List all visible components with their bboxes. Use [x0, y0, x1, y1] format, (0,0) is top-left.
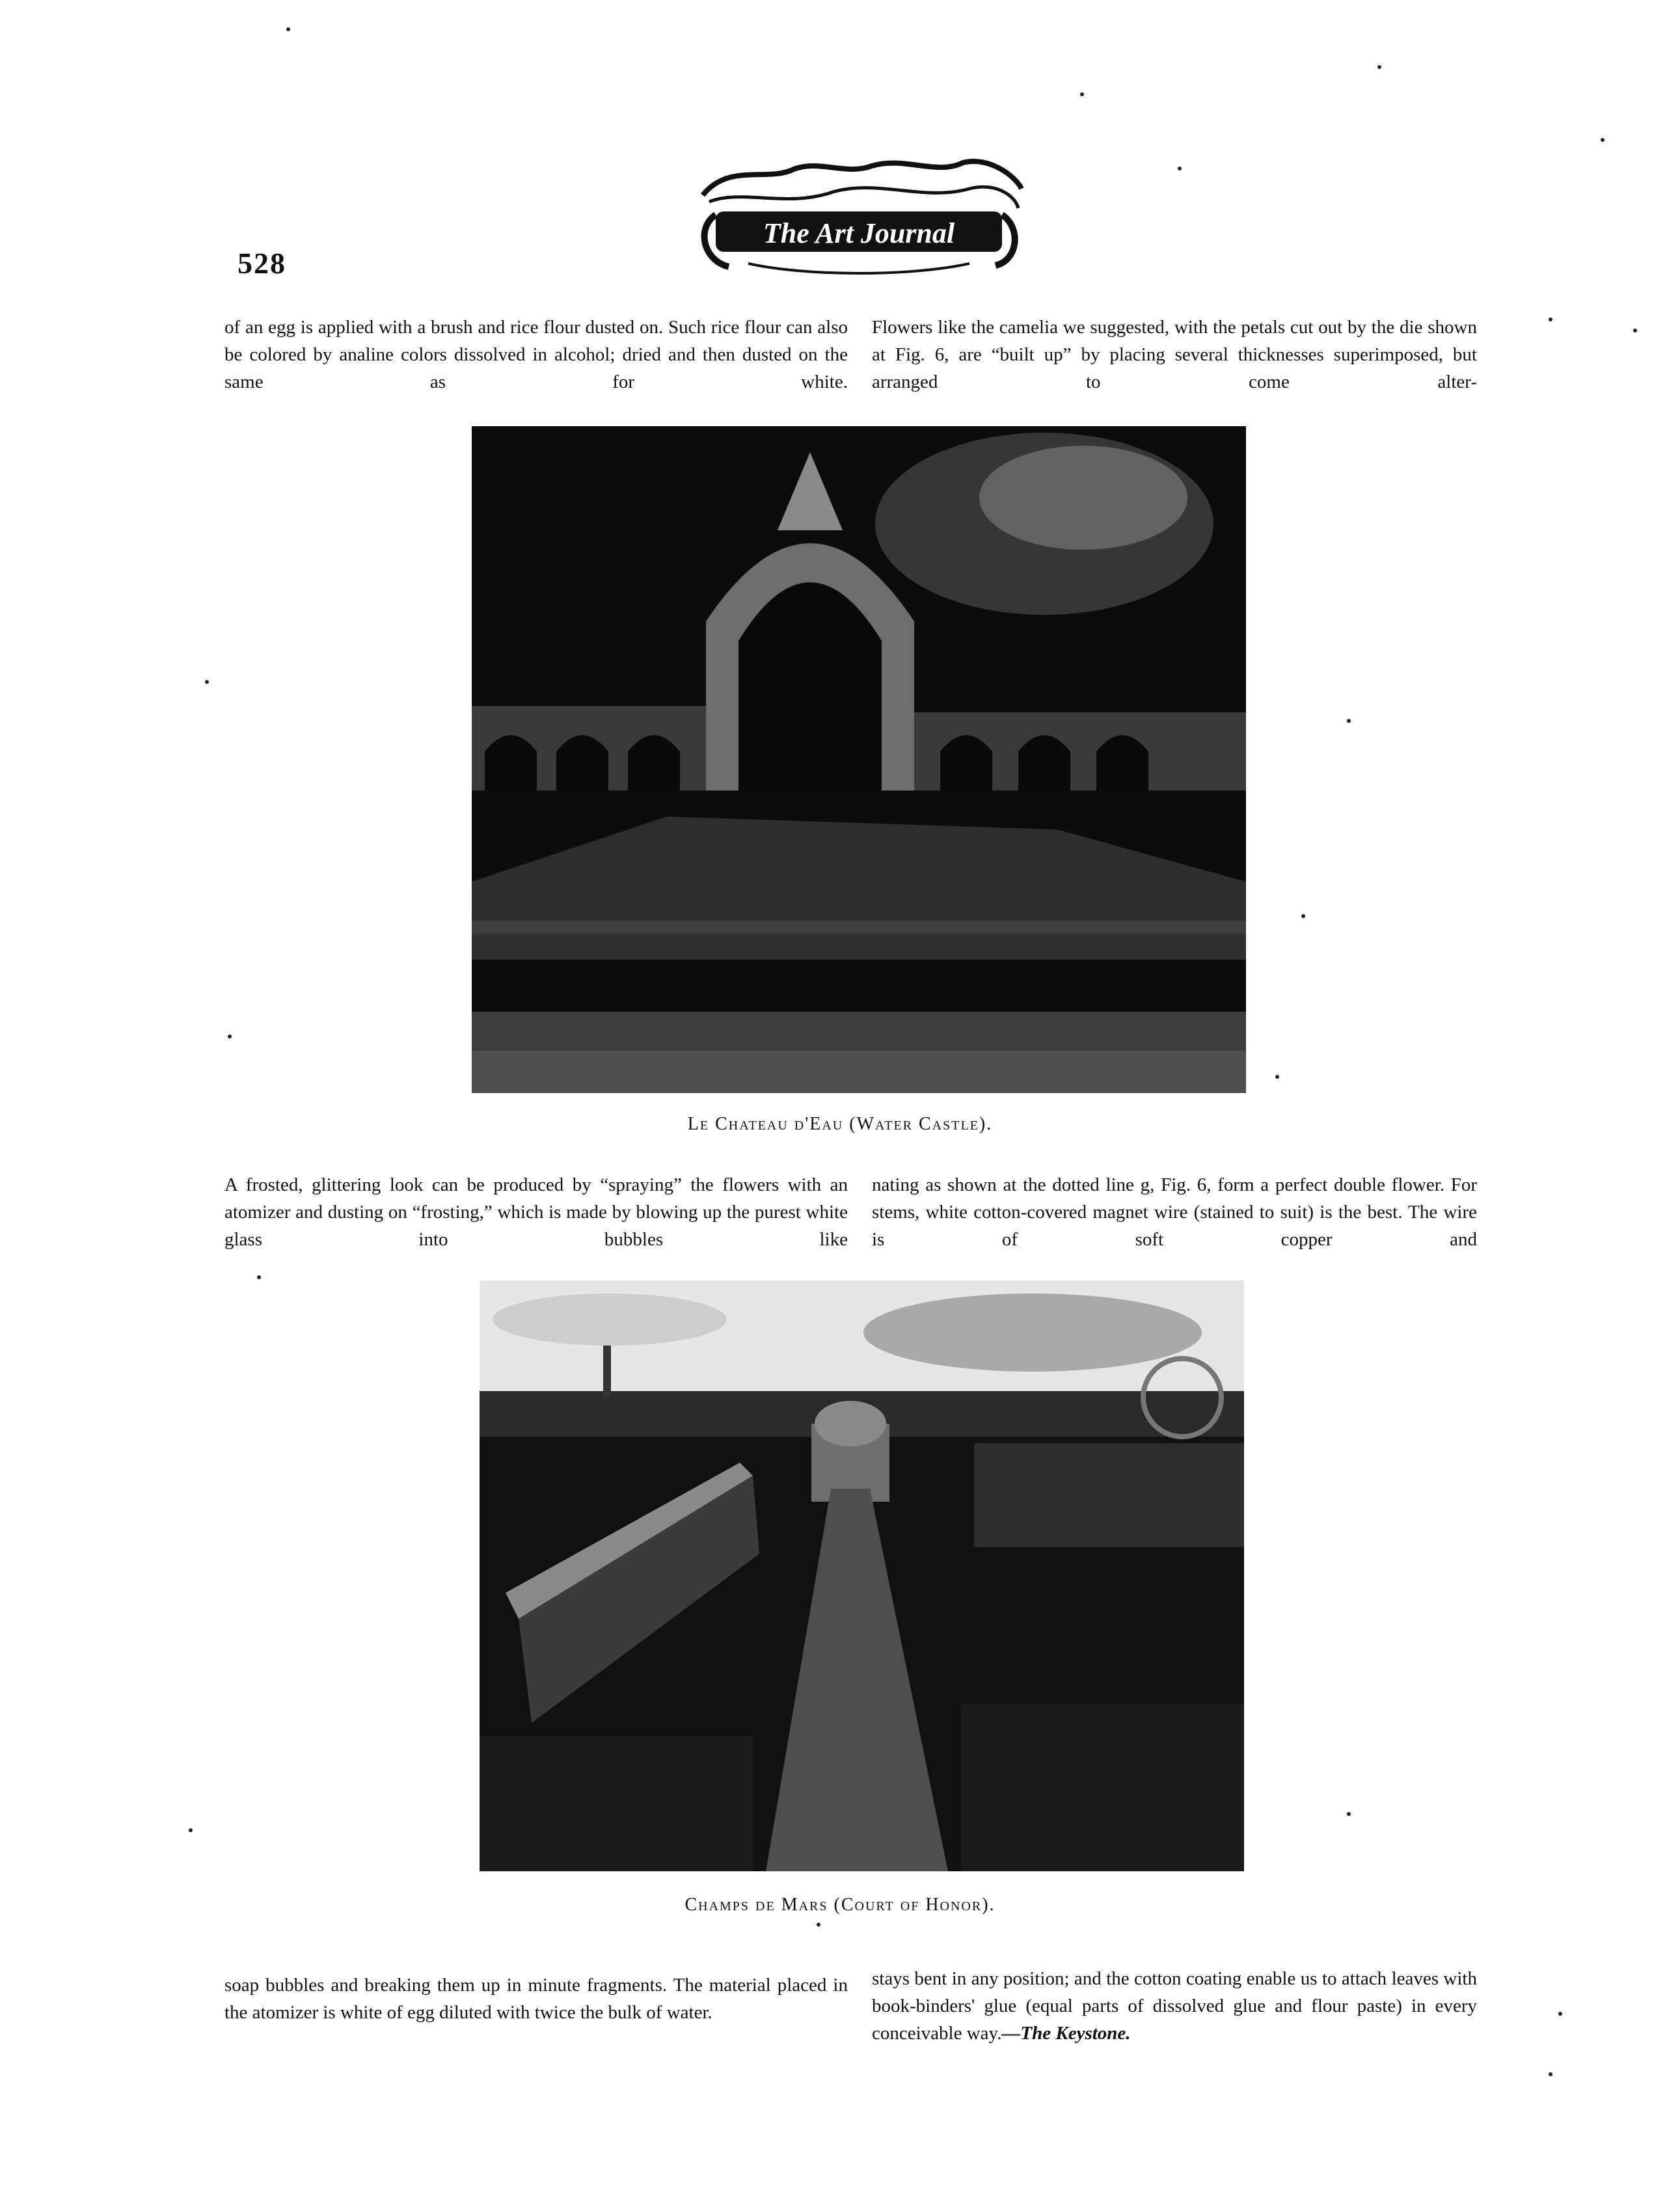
photo-champs-de-mars — [480, 1280, 1244, 1871]
scan-speck — [228, 1035, 232, 1038]
page-number: 528 — [237, 247, 286, 280]
column-bottom-left: soap bubbles and breaking them up in minute fragments. The material placed in the atomizer is white of egg diluted with twice the bulk of water. — [224, 1975, 848, 2023]
source-credit: —The Keystone. — [1001, 2023, 1131, 2044]
scan-speck — [257, 1275, 261, 1279]
scan-speck — [1301, 914, 1305, 918]
scan-speck — [189, 1828, 193, 1832]
scan-speck — [1601, 138, 1605, 142]
scan-speck — [1347, 1812, 1351, 1816]
scan-speck — [1633, 329, 1637, 332]
scan-speck — [1549, 318, 1552, 321]
scan-speck — [1377, 65, 1381, 69]
scan-speck — [205, 680, 209, 684]
scan-speck — [1549, 2072, 1552, 2076]
column-bottom-right — [872, 1965, 1477, 2047]
column-top-right: Flowers like the camelia we suggested, with the petals cut out by the die shown at Fig. 6, are “built up” by placing several thicknesses superimposed, but arranged to come alter- — [872, 317, 1477, 392]
column-middle-right: nating as shown at the dotted line g, Fig. 6, form a perfect double flower. For stems, white cotton-covered magnet wire (stained to suit) is the best. The wire is of soft copper and — [872, 1174, 1477, 1250]
scan-speck — [1178, 167, 1182, 170]
masthead-title: The Art Journal — [763, 217, 955, 249]
scan-speck — [1558, 2012, 1562, 2016]
masthead-ornament — [690, 156, 1028, 280]
column-top-left: of an egg is applied with a brush and rice flour dusted on. Such rice flour can also be colored by analine colors dissolved in alcohol; dried and then dusted on the same as for white. — [224, 317, 848, 392]
scan-speck — [1347, 719, 1351, 723]
column-bottom-right-text: stays bent in any position; and the cotton coating enable us to attach leaves with book-binders' glue (equal parts of dissolved glue and flour paste) in every conceivable way. — [872, 1968, 1477, 2044]
scan-speck — [817, 1923, 820, 1927]
caption-champs-de-mars: Champs de Mars (Court of Honor). — [684, 1895, 996, 1915]
scan-speck — [1275, 1075, 1279, 1079]
masthead-logo — [690, 156, 1028, 280]
caption-water-castle: Le Chateau d'Eau (Water Castle). — [687, 1114, 993, 1134]
photo-water-castle — [472, 426, 1246, 1093]
column-middle-left: A frosted, glittering look can be produced by “spraying” the flowers with an atomizer and dusting on “frosting,” which is made by blowing up the purest white glass into bubbles like — [224, 1174, 848, 1250]
scan-speck — [286, 27, 290, 31]
scan-speck — [1080, 92, 1084, 96]
